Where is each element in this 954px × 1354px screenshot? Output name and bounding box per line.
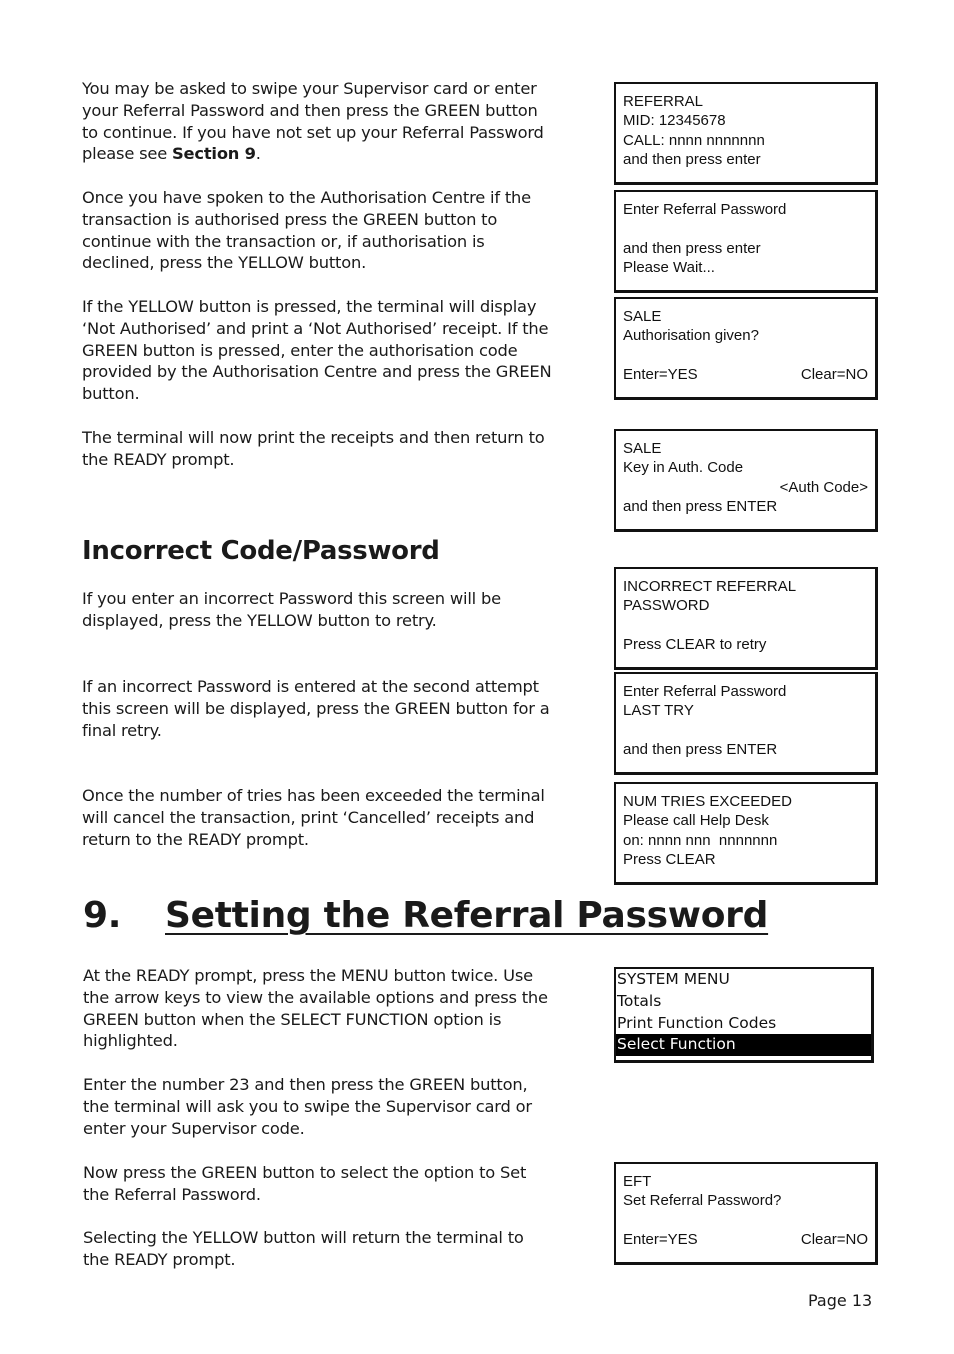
menu-item-print-function-codes: Print Function Codes <box>617 1013 777 1032</box>
paragraph-ready-prompt: At the READY prompt, press the MENU button twice. Use the arrow keys to view the available options and press the GREEN button when the SELECT FUNCTION option is highlighted. <box>83 966 548 1051</box>
paragraph-text-end: . <box>255 144 261 164</box>
paragraph-second-attempt: If an incorrect Password is entered at the second attempt this screen will be displayed, press the GREEN button for a final retry. <box>82 677 550 740</box>
paragraph-enter-23: Enter the number 23 and then press the GREEN button, the terminal will ask you to swipe the Supervisor card or enter your Supervisor code. <box>83 1075 532 1138</box>
screen-line-blank <box>623 1211 875 1230</box>
screen-line: Press CLEAR to retry <box>623 635 767 653</box>
screen-line: and then press enter <box>623 150 761 168</box>
section-reference: Section 9 <box>172 144 256 164</box>
screen-line: Press CLEAR <box>623 850 716 868</box>
screen-auth-given <box>614 297 878 400</box>
screen-system-menu <box>614 967 874 1063</box>
screen-incorrect-password <box>614 567 878 670</box>
screen-line: and then press ENTER <box>623 497 778 515</box>
paragraph-yellow-button: If the YELLOW button is pressed, the terminal will display ‘Not Authorised’ and print a ‘Not Authorised’ receipt. If the GREEN button is pressed, enter the authorisation code provided by the Authorisation Centre and press the GREEN button. <box>82 297 552 404</box>
screen-yes-no-row <box>623 1230 875 1249</box>
screen-line: NUM TRIES EXCEEDED <box>623 793 792 810</box>
screen-tries-exceeded <box>614 782 878 885</box>
heading-incorrect-code: Incorrect Code/Password <box>82 536 440 566</box>
screen-eft-set-password <box>614 1162 878 1265</box>
screen-line: LAST TRY <box>623 702 694 720</box>
screen-line: Enter Referral Password <box>623 683 787 700</box>
screen-line: Authorisation given? <box>623 327 759 345</box>
screen-line: PASSWORD <box>623 597 710 615</box>
paragraph-incorrect-password: If you enter an incorrect Password this screen will be displayed, press the YELLOW button to retry. <box>82 589 501 630</box>
screen-line: Set Referral Password? <box>623 1192 782 1210</box>
screen-line: SALE <box>623 308 662 325</box>
screen-line-blank <box>623 219 875 238</box>
paragraph-yellow-return: Selecting the YELLOW button will return the terminal to the READY prompt. <box>83 1228 524 1269</box>
section-title: Setting the Referral Password <box>165 895 769 936</box>
screen-yes-no-row <box>623 365 875 384</box>
screen-line: on: nnnn nnn nnnnnnn <box>623 831 778 849</box>
menu-item-totals: Totals <box>617 991 662 1010</box>
screen-clear-no: Clear=NO <box>800 365 868 383</box>
screen-line: Please call Help Desk <box>623 812 769 830</box>
screen-line: INCORRECT REFERRAL <box>623 578 797 595</box>
section-number: 9. <box>83 895 122 936</box>
paragraph-authorisation-centre: Once you have spoken to the Authorisation Centre if the transaction is authorised press the GREEN button to continue with the transaction or, if authorisation is declined, press the YELLOW button. <box>82 188 531 273</box>
screen-line: CALL: nnnn nnnnnnn <box>623 131 765 149</box>
screen-line: and then press ENTER <box>623 740 778 758</box>
paragraph-text: You may be asked to swipe your Supervisor card or enter your Referral Password and then press the GREEN button to continue. If you have not set up your Referral Password please see <box>82 79 544 164</box>
screen-line: MID: 12345678 <box>623 112 726 130</box>
screen-line: SALE <box>623 440 662 457</box>
screen-line: EFT <box>623 1173 652 1190</box>
screen-clear-no: Clear=NO <box>800 1230 868 1248</box>
paragraph-supervisor-card <box>82 78 552 165</box>
screen-referral <box>614 82 878 185</box>
screen-line: Key in Auth. Code <box>623 459 744 477</box>
paragraph-print-receipts: The terminal will now print the receipts and then return to the READY prompt. <box>82 428 545 469</box>
section-heading <box>83 895 769 936</box>
screen-line-blank <box>623 616 875 635</box>
paragraph-tries-exceeded: Once the number of tries has been exceeded the terminal will cancel the transaction, print ‘Cancelled’ receipts and return to the READY prompt. <box>82 786 545 849</box>
screen-line-blank <box>623 721 875 740</box>
screen-auth-code <box>614 429 878 532</box>
menu-item-select-function: Select Function <box>616 1034 871 1056</box>
paragraph-set-password: Now press the GREEN button to select the option to Set the Referral Password. <box>83 1163 527 1204</box>
screen-auth-code-placeholder: <Auth Code> <box>779 478 868 496</box>
screen-enter-yes: Enter=YES <box>623 1230 698 1248</box>
screen-line-blank <box>623 346 875 365</box>
screen-enter-yes: Enter=YES <box>623 365 698 383</box>
screen-line: REFERRAL <box>623 93 704 110</box>
screen-line: and then press enter <box>623 239 761 257</box>
page-number: Page 13 <box>808 1291 873 1310</box>
screen-enter-password <box>614 190 878 293</box>
screen-line: Enter Referral Password <box>623 201 787 218</box>
screen-line: Please Wait... <box>623 258 715 276</box>
menu-title: SYSTEM MENU <box>617 970 730 988</box>
screen-last-try <box>614 672 878 775</box>
